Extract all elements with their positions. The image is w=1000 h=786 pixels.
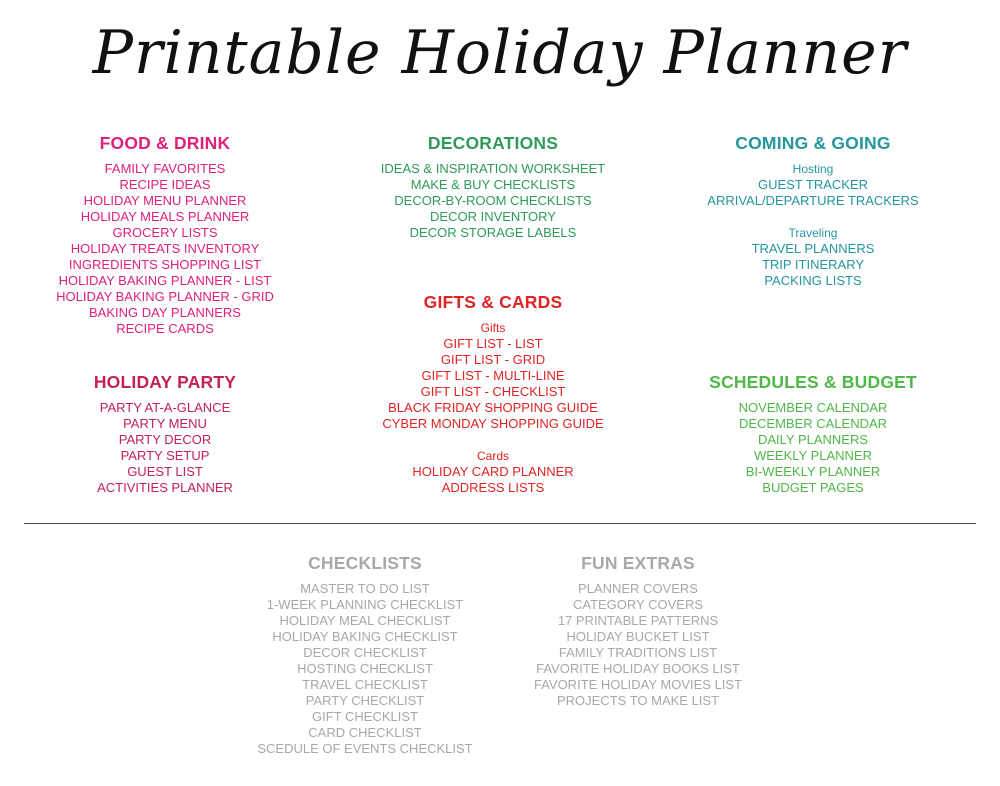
spacer — [360, 432, 626, 448]
list-item: NOVEMBER CALENDAR — [738, 400, 888, 415]
section-holiday-party — [40, 372, 290, 496]
list-item: PARTY CHECKLIST — [305, 693, 425, 708]
list-item: FAVORITE HOLIDAY MOVIES LIST — [533, 677, 743, 692]
list-item: ACTIVITIES PLANNER — [97, 480, 233, 495]
list-item: TRAVEL CHECKLIST — [302, 677, 428, 692]
subheading-cards: Cards — [476, 449, 509, 463]
item-list — [240, 581, 490, 757]
list-item: GIFT CHECKLIST — [312, 709, 418, 724]
list-item: RECIPE CARDS — [116, 321, 214, 336]
list-item: RECIPE IDEAS — [119, 177, 211, 192]
section-gifts-cards — [360, 292, 626, 496]
list-item: GUEST TRACKER — [757, 177, 869, 192]
item-list — [360, 320, 626, 496]
item-list — [690, 161, 936, 289]
list-item: BAKING DAY PLANNERS — [89, 305, 241, 320]
item-list — [40, 161, 290, 337]
section-heading: DECORATIONS — [427, 133, 559, 153]
item-list — [360, 161, 626, 241]
list-item: TRIP ITINERARY — [761, 257, 865, 272]
section-heading: CHECKLISTS — [308, 553, 422, 573]
list-item: HOSTING CHECKLIST — [297, 661, 433, 676]
list-item: HOLIDAY BUCKET LIST — [566, 629, 710, 644]
section-schedules-budget — [690, 372, 936, 496]
item-list — [513, 581, 763, 709]
list-item: HOLIDAY TREATS INVENTORY — [70, 241, 260, 256]
list-item: GIFT LIST - MULTI-LINE — [421, 368, 565, 383]
list-item: GIFT LIST - GRID — [440, 352, 546, 367]
list-item: CYBER MONDAY SHOPPING GUIDE — [382, 416, 604, 431]
list-item: IDEAS & INSPIRATION WORKSHEET — [380, 161, 606, 176]
list-item: CATEGORY COVERS — [572, 597, 704, 612]
section-heading: FUN EXTRAS — [581, 553, 695, 573]
spacer — [690, 209, 936, 225]
item-list — [40, 400, 290, 496]
list-item: PARTY AT-A-GLANCE — [99, 400, 231, 415]
list-item: MASTER TO DO LIST — [300, 581, 430, 596]
subheading-gifts: Gifts — [480, 321, 506, 335]
subheading-hosting: Hosting — [792, 162, 834, 176]
section-heading: HOLIDAY PARTY — [93, 372, 237, 392]
list-item: PARTY MENU — [123, 416, 207, 431]
list-item: INGREDIENTS SHOPPING LIST — [68, 257, 262, 272]
section-coming-going — [690, 133, 936, 289]
section-heading: SCHEDULES & BUDGET — [709, 372, 917, 392]
list-item: BI-WEEKLY PLANNER — [745, 464, 881, 479]
section-fun-extras — [513, 553, 763, 709]
list-item: DECOR STORAGE LABELS — [409, 225, 577, 240]
list-item: HOLIDAY MEALS PLANNER — [80, 209, 250, 224]
list-item: HOLIDAY BAKING CHECKLIST — [272, 629, 458, 644]
list-item: BUDGET PAGES — [762, 480, 864, 495]
subheading-traveling: Traveling — [788, 226, 838, 240]
list-item: TRAVEL PLANNERS — [751, 241, 875, 256]
list-item: PARTY SETUP — [120, 448, 210, 463]
list-item: SCEDULE OF EVENTS CHECKLIST — [257, 741, 473, 756]
list-item: DECOR-BY-ROOM CHECKLISTS — [394, 193, 592, 208]
list-item: DECOR INVENTORY — [430, 209, 556, 224]
list-item: GIFT LIST - LIST — [443, 336, 543, 351]
section-decorations — [360, 133, 626, 241]
section-food-drink — [40, 133, 290, 337]
list-item: DECEMBER CALENDAR — [738, 416, 888, 431]
list-item: DECOR CHECKLIST — [303, 645, 427, 660]
list-item: CARD CHECKLIST — [308, 725, 422, 740]
item-list — [690, 400, 936, 496]
list-item: MAKE & BUY CHECKLISTS — [410, 177, 576, 192]
list-item: 17 PRINTABLE PATTERNS — [557, 613, 719, 628]
list-item: ADDRESS LISTS — [441, 480, 545, 495]
list-item: FAMILY FAVORITES — [104, 161, 226, 176]
list-item: FAVORITE HOLIDAY BOOKS LIST — [536, 661, 740, 676]
list-item: PLANNER COVERS — [578, 581, 698, 596]
divider — [24, 523, 976, 524]
list-item: DAILY PLANNERS — [757, 432, 869, 447]
list-item: PACKING LISTS — [764, 273, 862, 288]
section-heading: FOOD & DRINK — [99, 133, 231, 153]
list-item: WEEKLY PLANNER — [753, 448, 872, 463]
list-item: PARTY DECOR — [118, 432, 212, 447]
list-item: HOLIDAY BAKING PLANNER - GRID — [56, 289, 274, 304]
list-item: HOLIDAY MEAL CHECKLIST — [279, 613, 451, 628]
list-item: GIFT LIST - CHECKLIST — [420, 384, 566, 399]
list-item: GUEST LIST — [127, 464, 203, 479]
list-item: BLACK FRIDAY SHOPPING GUIDE — [388, 400, 598, 415]
section-checklists — [240, 553, 490, 757]
page-title: Printable Holiday Planner — [92, 18, 908, 88]
list-item: GROCERY LISTS — [112, 225, 218, 240]
list-item: HOLIDAY BAKING PLANNER - LIST — [58, 273, 272, 288]
list-item: HOLIDAY CARD PLANNER — [412, 464, 574, 479]
section-heading: GIFTS & CARDS — [423, 292, 563, 312]
list-item: HOLIDAY MENU PLANNER — [83, 193, 247, 208]
list-item: PROJECTS TO MAKE LIST — [556, 693, 720, 708]
list-item: FAMILY TRADITIONS LIST — [558, 645, 718, 660]
list-item: ARRIVAL/DEPARTURE TRACKERS — [707, 193, 919, 208]
list-item: 1-WEEK PLANNING CHECKLIST — [266, 597, 464, 612]
section-heading: COMING & GOING — [735, 133, 891, 153]
